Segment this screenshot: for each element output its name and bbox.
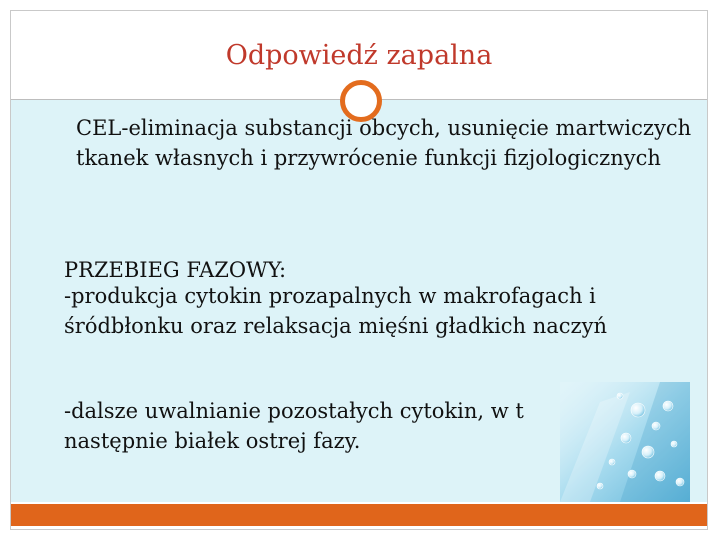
phase-1-text: -produkcja cytokin prozapalnych w makrofagach i śródbłonku oraz relaksacja mięśni gładkich naczyń (64, 284, 608, 338)
phase-2-line-1: -dalsze uwalnianie pozostałych cytokin, w t (64, 399, 524, 423)
phase-2-line-2: następnie białek ostrej fazy. (64, 429, 361, 453)
footer-bar (11, 504, 707, 526)
water-bubbles-image (560, 382, 690, 502)
cel-paragraph: CEL-eliminacja substancji obcych, usunięcie martwiczych tkanek własnych i przywrócenie funkcji fizjologicznych (76, 116, 692, 170)
water-bubbles-graphic (560, 382, 690, 502)
phase-heading: PRZEBIEG FAZOWY: (64, 258, 287, 282)
slide-title: Odpowiedź zapalna (225, 40, 493, 71)
